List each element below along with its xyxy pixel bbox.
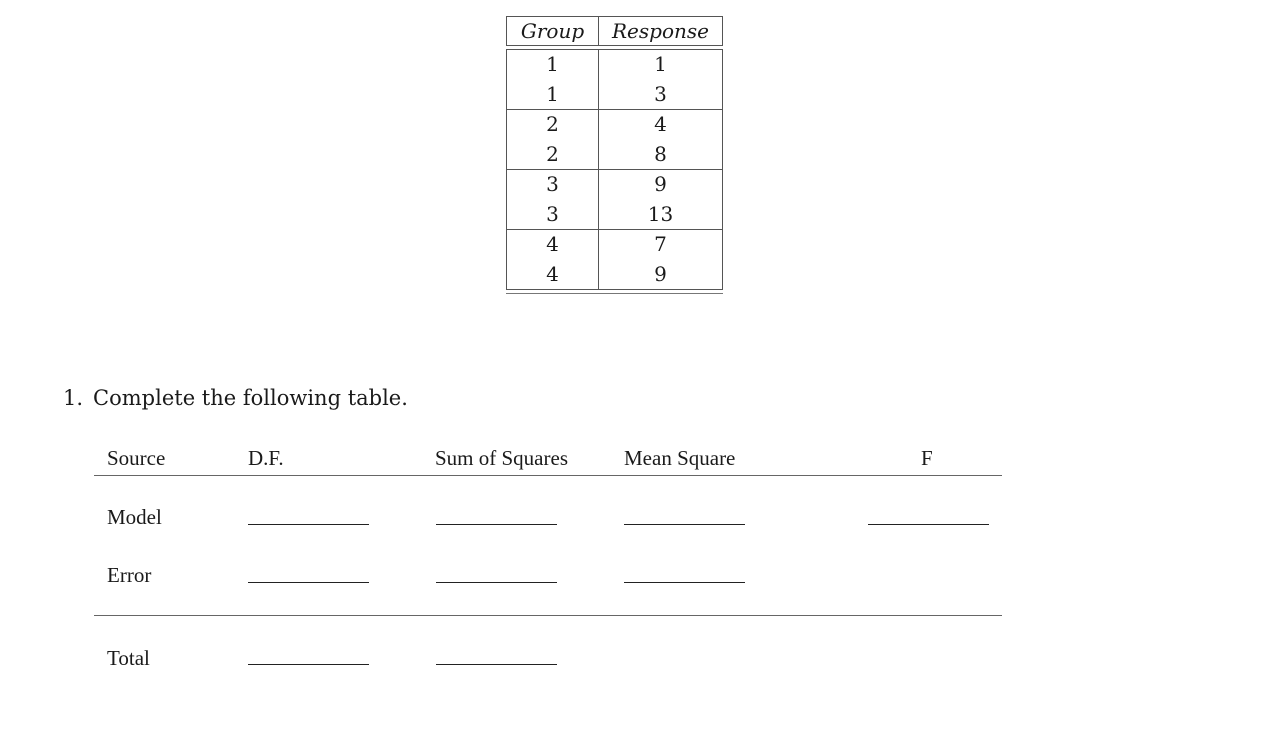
- header-ss: Sum of Squares: [435, 446, 568, 470]
- cell-group: 3: [507, 200, 599, 230]
- question-text: Complete the following table.: [93, 386, 408, 410]
- cell-group: 2: [507, 140, 599, 170]
- group-response-table: [506, 16, 723, 294]
- row-label-total: Total: [107, 646, 150, 670]
- row-label-error: Error: [107, 563, 152, 587]
- cell-group: 1: [507, 80, 599, 110]
- table-row: [507, 260, 722, 290]
- total-ss-blank[interactable]: [436, 664, 557, 665]
- table-body: [506, 49, 723, 290]
- model-df-blank[interactable]: [248, 524, 369, 525]
- row-label-model: Model: [107, 505, 162, 529]
- table-bottom-rule: [506, 293, 723, 294]
- cell-response: 4: [654, 112, 667, 136]
- cell-response: 9: [654, 261, 667, 286]
- table-row: [507, 140, 722, 171]
- error-ss-blank[interactable]: [436, 582, 557, 583]
- model-f-blank[interactable]: [868, 524, 989, 525]
- model-ms-blank[interactable]: [624, 524, 745, 525]
- table-row: [507, 110, 722, 140]
- table-row: [507, 230, 722, 260]
- cell-response: 13: [647, 201, 674, 226]
- question-1: [63, 386, 408, 410]
- header-ms: Mean Square: [624, 446, 736, 470]
- model-ss-blank[interactable]: [436, 524, 557, 525]
- cell-response: 8: [654, 141, 667, 166]
- cell-response: 9: [654, 172, 667, 196]
- error-df-blank[interactable]: [248, 582, 369, 583]
- cell-group: 1: [507, 50, 599, 80]
- table-row: [507, 200, 722, 231]
- error-ms-blank[interactable]: [624, 582, 745, 583]
- header-f: F: [921, 446, 933, 470]
- question-number: 1.: [63, 386, 84, 410]
- cell-group: 3: [507, 170, 599, 200]
- header-group: Group: [520, 19, 585, 43]
- header-response: Response: [612, 19, 709, 43]
- cell-group: 4: [507, 230, 599, 260]
- table-header: [506, 16, 723, 46]
- table-row: [507, 80, 722, 111]
- header-source: Source: [107, 446, 166, 470]
- total-rule: [94, 615, 1002, 616]
- cell-group: 4: [507, 260, 599, 290]
- table-row: [507, 170, 722, 200]
- header-rule: [94, 475, 1002, 476]
- cell-group: 2: [507, 110, 599, 140]
- header-df: D.F.: [248, 446, 284, 470]
- cell-response: 7: [654, 232, 667, 256]
- cell-response: 3: [654, 81, 667, 106]
- total-df-blank[interactable]: [248, 664, 369, 665]
- cell-response: 1: [654, 52, 667, 76]
- table-row: [507, 50, 722, 80]
